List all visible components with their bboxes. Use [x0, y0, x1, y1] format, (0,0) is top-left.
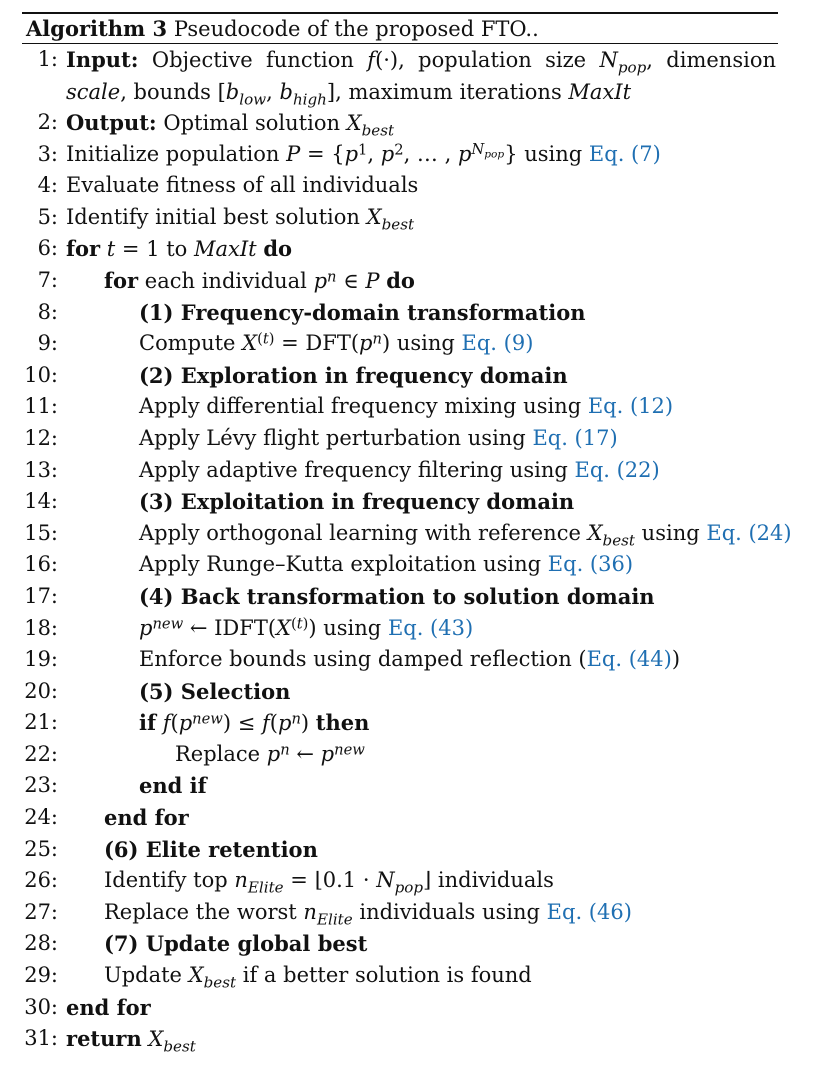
line-text: (2) Exploration in frequency domain [139, 362, 568, 388]
line-number: 2: [37, 110, 58, 134]
line-text: return $X_{best}$ [66, 1026, 196, 1056]
line-number: 26: [24, 868, 58, 893]
eq-ref-12[interactable]: Eq. (12) [587, 394, 674, 419]
line-text: Compute $X^{(t)} = DFT(p^n)$ using Eq. (9) [139, 330, 534, 356]
algo-line-5 [22, 202, 778, 234]
line-number: 4: [37, 173, 58, 198]
algo-line-12 [22, 423, 778, 455]
line-text: Enforce bounds using damped reflection (Eq. (44)) [139, 647, 681, 672]
algo-line-25 [22, 834, 778, 866]
algo-line-1 [22, 44, 778, 107]
algo-line-7 [22, 265, 778, 297]
line-number: 8: [37, 299, 58, 324]
eq-ref-44[interactable]: Eq. (44) [586, 647, 672, 672]
line-text: end if [139, 773, 207, 799]
line-number: 22: [24, 741, 58, 766]
line-text: (6) Elite retention [104, 836, 318, 862]
algo-line-18 [22, 613, 778, 645]
caption-label: Algorithm 3 [26, 16, 168, 41]
line-number: 12: [24, 425, 58, 450]
line-number: 1: [37, 47, 58, 71]
algo-line-20 [22, 676, 778, 708]
eq-ref-22[interactable]: Eq. (22) [574, 457, 660, 482]
caption-text: Pseudocode of the proposed FTO.. [173, 17, 539, 41]
line-text: Update $X_{best}$ if a better solution is found [104, 963, 532, 992]
algo-line-4 [22, 170, 778, 202]
line-number: 27: [24, 899, 58, 924]
algorithm-caption [22, 14, 778, 43]
line-text: end for [66, 994, 151, 1020]
algo-line-26 [22, 865, 778, 897]
line-number: 15: [24, 520, 58, 545]
line-number: 21: [24, 710, 58, 735]
eq-ref-9[interactable]: Eq. (9) [461, 331, 534, 356]
line-number: 17: [24, 583, 58, 608]
line-number: 6: [37, 236, 58, 261]
line-number: 28: [24, 931, 58, 956]
line-text: (5) Selection [139, 678, 291, 704]
line-text: Replace $p^n$ ← $p^{new}$ [175, 741, 365, 766]
eq-ref-24[interactable]: Eq. (24) [706, 520, 792, 545]
line-number: 23: [24, 773, 58, 798]
algo-line-15 [22, 518, 792, 550]
line-number: 3: [37, 141, 58, 166]
line-number: 24: [24, 805, 58, 830]
line-text: (3) Exploitation in frequency domain [139, 489, 575, 515]
eq-ref-7[interactable]: Eq. (7) [588, 141, 661, 166]
algo-line-29 [22, 960, 778, 992]
line-text: end for [104, 805, 189, 831]
line-text: if $f(p^{new}) \le f(p^n)$ then [139, 710, 370, 736]
line-number: 9: [37, 331, 58, 356]
algo-line-10 [22, 360, 778, 392]
line-text: for each individual $p^n$ ∈ P do [104, 267, 415, 293]
algo-line-30 [22, 992, 778, 1024]
line-text: Initialize population $P = \{p^1$, $p^2$, … , $p^{N_{pop}}$} using Eq. (7) [66, 140, 661, 166]
algo-line-3 [22, 139, 778, 171]
algo-line-27 [22, 897, 778, 929]
line-number: 18: [24, 615, 58, 640]
line-number: 5: [37, 204, 58, 229]
algo-line-16 [22, 549, 778, 581]
algo-line-28 [22, 928, 778, 960]
algo-line-21 [22, 707, 778, 739]
line-text: $p^{new}$ ← $IDFT(X^{(t)})$ using Eq. (43) [139, 614, 474, 640]
algo-line-13 [22, 455, 778, 487]
algo-line-8 [22, 297, 778, 329]
algo-line-23 [22, 770, 778, 802]
algo-line-14 [22, 486, 778, 518]
algo-line-2 [22, 107, 778, 139]
algo-line-9 [22, 328, 778, 360]
line-number: 19: [24, 647, 58, 672]
algo-line-22 [22, 739, 778, 771]
algo-line-6 [22, 233, 778, 265]
algo-line-19 [22, 644, 778, 676]
line-number: 13: [24, 457, 58, 482]
line-text: Apply adaptive frequency filtering using Eq. (22) [139, 457, 660, 482]
line-number: 16: [24, 552, 58, 577]
line-text: Evaluate fitness of all individuals [66, 173, 419, 198]
algo-line-31 [22, 1023, 778, 1055]
line-text: Output: Optimal solution $X_{best}$ [66, 110, 395, 140]
line-text: Identify top $n_{Elite}$ = ⌊0.1 · $N_{pop}⌋$ individuals [104, 868, 554, 897]
eq-ref-43[interactable]: Eq. (43) [387, 615, 474, 640]
algo-line-24 [22, 802, 778, 834]
line-number: 30: [24, 994, 58, 1019]
line-number: 7: [37, 267, 58, 292]
line-text: Input: Objective function f(·), population size $N_{pop}$, dimension scale, bounds [$b_{low}$, $b_{high}$], maximum iterations MaxIt [66, 47, 776, 108]
eq-ref-36[interactable]: Eq. (36) [547, 552, 634, 577]
line-text: (1) Frequency-domain transformation [139, 299, 586, 325]
line-text: (4) Back transformation to solution domain [139, 583, 655, 609]
line-text: Apply Runge–Kutta exploitation using Eq. (36) [139, 552, 634, 577]
eq-ref-17[interactable]: Eq. (17) [532, 425, 618, 450]
line-text: Apply orthogonal learning with reference $X_{best}$ using Eq. (24) [139, 520, 792, 549]
line-number: 31: [24, 1026, 58, 1051]
line-number: 25: [24, 836, 58, 861]
line-text: Replace the worst $n_{Elite}$ individuals using Eq. (46) [104, 899, 632, 929]
algorithm-block [22, 12, 792, 1056]
eq-ref-46[interactable]: Eq. (46) [546, 899, 632, 924]
line-number: 11: [24, 394, 58, 419]
line-number: 20: [24, 678, 58, 703]
algo-line-17 [22, 581, 778, 613]
line-text: Apply differential frequency mixing using Eq. (12) [139, 394, 674, 419]
line-text: for t = 1 to MaxIt do [66, 236, 293, 262]
line-text: (7) Update global best [104, 931, 368, 957]
line-number: 29: [24, 963, 58, 988]
line-number: 10: [24, 362, 58, 387]
line-text: Apply Lévy flight perturbation using Eq. (17) [139, 425, 618, 450]
line-number: 14: [24, 489, 58, 514]
line-text: Identify initial best solution $X_{best}$ [66, 204, 415, 234]
algo-line-11 [22, 391, 778, 423]
